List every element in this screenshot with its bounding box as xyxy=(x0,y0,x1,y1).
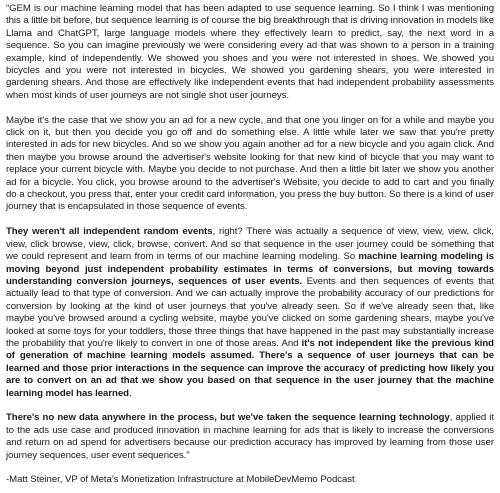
paragraph-3-bold-3: machine learning modeling is moving beyond just independent probability estimates in terms of conversions, but moving towards understanding conversion journeys, sequences of user events. xyxy=(6,251,494,287)
paragraph-4-bold-1: There's no new data anywhere in the process, but we've taken the sequence learning technology xyxy=(6,412,450,424)
paragraph-3-segment-6: . xyxy=(128,387,132,399)
paragraph-4-segment-2: , applied it to the ads use case and produced innovation in machine learning for ads that is likely to increase the conversions and return on ad spend for advertisers because our prediction accuracy has improved by learning from those user journey sequences, user event sequences.” xyxy=(6,412,495,461)
quote-attribution: -Matt Steiner, VP of Meta’s Monetization Infrastructure at MobileDevMemo Podcast xyxy=(6,474,355,486)
quote-paragraph-3 xyxy=(6,226,494,400)
paragraph-3-segment-4: Events and then sequences of events that actually lead to that type of conversion. And we can actually improve the probability accuracy of our predictions for conversion by looking at the kind of user journeys that you've already seen. So if we've already seen that, like maybe you've browsed around a cycling website, maybe you've clicked on some gardening shears, maybe you've looked at some toys for your toddlers, those three things that have happened in the past may substantially increase the probability that you're likely to convert in one of those areas. And xyxy=(6,275,494,349)
paragraph-3-bold-1: They weren't all independent random events xyxy=(6,226,213,238)
paragraph-1-segment-1: “GEM is our machine learning model that has been adapted to use sequence learning. So I think I was mentioning this a little bit before, but sequence learning is of course the big breakthrough that is driving innovation in models like Llama and ChatGPT, large language models where they effectively learn to predict, say, the next word in a sequence. So you can imagine previously we were considering every ad that was shown to a person in a training example, kind of independently. We showed you shoes and you were not interested in shoes. We showed you bicycles and you were not interested in bicycles. We showed you gardening shears, you were interested in gardening shears. And those are effectively like independent events that had independent probability assessments when most kinds of user journeys are not single shot user journeys. xyxy=(6,3,494,101)
quote-paragraph-1 xyxy=(6,3,494,102)
quote-paragraph-2 xyxy=(6,115,494,214)
paragraph-3-bold-5: it's not independent like the previous kind of generation of machine learning models assumed. There's a sequence of user journeys that can be learned and those prior interactions in the sequence can improve the accuracy of predicting how likely you are to convert on an ad that we show you based on that sequence in the user journey that the machine learning model has learned xyxy=(6,337,494,399)
paragraph-2-segment-1: Maybe it's the case that we show you an ad for a new cycle, and that one you linger on for a while and maybe you click on it, but then you decide you go off and do something else. A little while later we saw that you're pretty interested in ads for new bicycles. And so we show you again another ad for a new bicycle and you again click. And then maybe you browse around the advertiser's website looking for that new kind of bicycle that you may want to replace your current bicycle with. Maybe you decide to not purchase. And then a little bit later we show you another ad for a bicycle. You click, you browse around to the advertiser's Website, you decide to add to cart and you finally do a checkout, you press that, enter your credit card information, you press the buy button. So there is a kind of user journey that is encapsulated in those sequence of events. xyxy=(6,114,494,213)
paragraph-3-segment-2: , right? There was actually a sequence of view, view, view, click, view, click browse, view, click, browse, convert. And so that sequence in the user journey could be something that we could represent and learn from in terms of our machine learning modeling. So xyxy=(6,226,494,263)
quote-paragraph-4 xyxy=(6,412,494,462)
